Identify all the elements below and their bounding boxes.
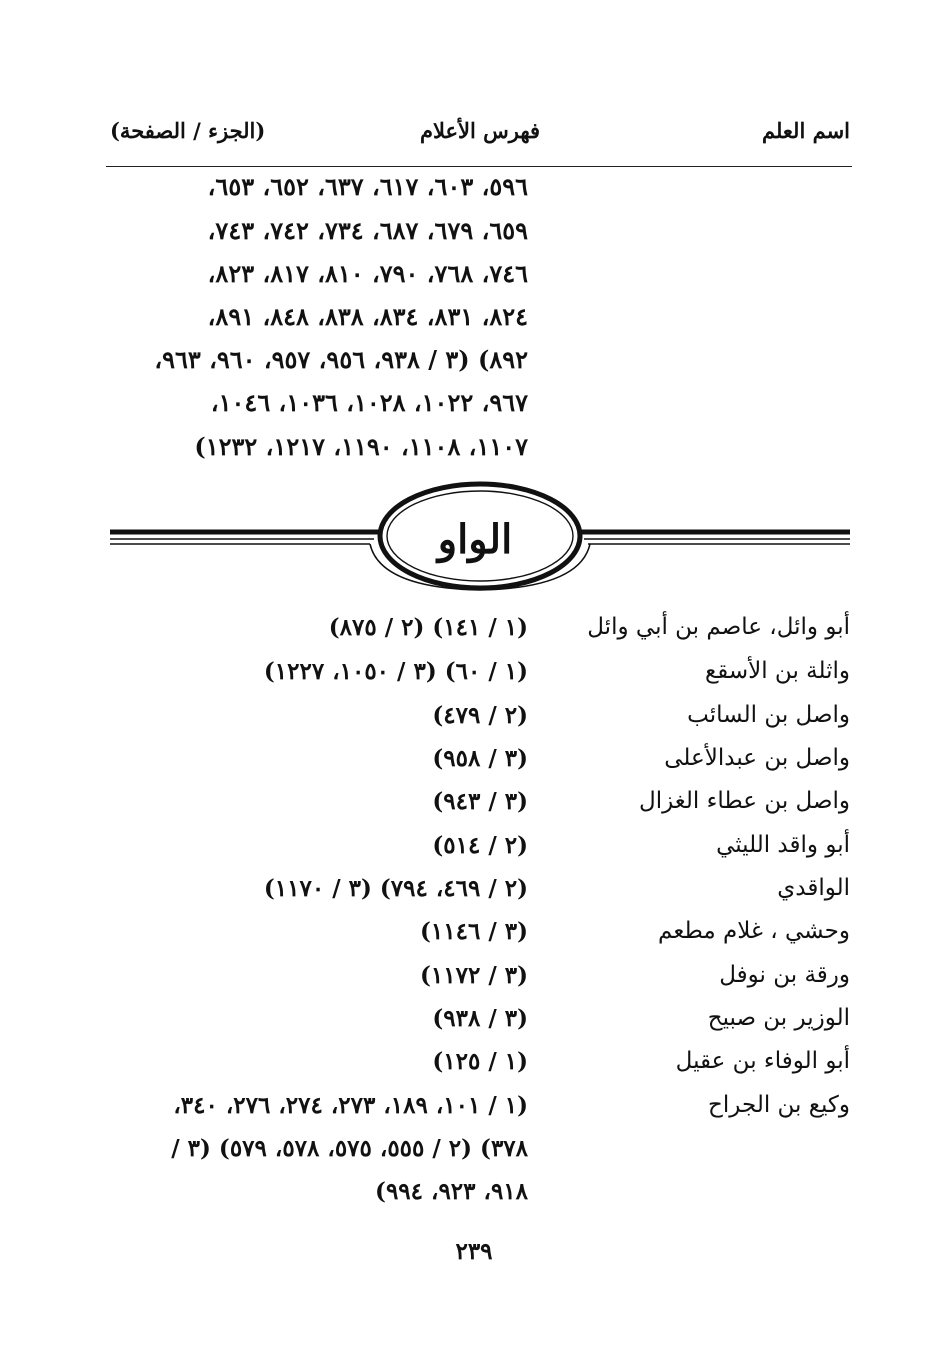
header-title: فهرس الأعلام xyxy=(419,118,541,143)
entry-refs: (٣ / ٩٥٨) xyxy=(432,745,528,772)
entry-name: واصل بن عطاء الغزال xyxy=(639,788,850,814)
entry-name: ورقة بن نوفل xyxy=(719,962,850,988)
continuation-line: ٨٩٢) (٣ / ٩٣٨، ٩٥٦، ٩٥٧، ٩٦٠، ٩٦٣، xyxy=(154,345,528,374)
entry-refs: (٣ / ٩٣٨) xyxy=(432,1005,528,1032)
continuation-line: ٩٦٧، ١٠٢٢، ١٠٢٨، ١٠٣٦، ١٠٤٦، xyxy=(210,388,528,417)
entry-name: وكيع بن الجراح xyxy=(708,1092,850,1118)
header-name-column: اسم العلم xyxy=(761,118,850,143)
continuation-line: ٦٥٩، ٦٧٩، ٦٨٧، ٧٣٤، ٧٤٢، ٧٤٣، xyxy=(207,216,528,245)
entry-refs: (١ / ١٠١، ١٨٩، ٢٧٣، ٢٧٤، ٢٧٦، ٣٤٠، xyxy=(173,1092,528,1119)
entry-name: وحشي ، غلام مطعم xyxy=(658,918,850,944)
entry-refs: (١ / ٦٠) (٣ / ١٠٥٠، ١٢٢٧) xyxy=(263,658,528,685)
entry-refs: (١ / ١٢٥) xyxy=(432,1048,528,1075)
entry-refs: ٣٧٨) (٢ / ٥٥٥، ٥٧٥، ٥٧٨، ٥٧٩) (٣ / xyxy=(171,1135,528,1162)
entry-name: أبو وائل، عاصم بن أبي وائل xyxy=(587,614,850,640)
entry-refs: (٣ / ١١٤٦) xyxy=(420,918,528,945)
entry-refs: (٢ / ٤٦٩، ٧٩٤) (٣ / ١١٧٠) xyxy=(263,875,528,902)
continuation-line: ٧٤٦، ٧٦٨، ٧٩٠، ٨١٠، ٨١٧، ٨٢٣، xyxy=(207,259,528,288)
entry-name: أبو واقد الليثي xyxy=(716,832,850,858)
entry-name: الواقدي xyxy=(777,875,850,901)
header-rule xyxy=(106,166,852,167)
entry-name: واصل بن عبدالأعلى xyxy=(664,745,850,771)
entry-name: واصل بن السائب xyxy=(687,702,850,728)
entry-refs: (٣ / ٩٤٣) xyxy=(432,788,528,815)
header-refs-column: (الجزء / الصفحة) xyxy=(110,118,266,143)
entry-name: أبو الوفاء بن عقيل xyxy=(675,1048,850,1074)
continuation-line: ١١٠٧، ١١٠٨، ١١٩٠، ١٢١٧، ١٢٣٢) xyxy=(194,432,528,461)
entry-refs: (٣ / ١١٧٢) xyxy=(420,962,528,989)
entry-refs: ٩١٨، ٩٢٣، ٩٩٤) xyxy=(375,1178,528,1205)
section-title: الواو xyxy=(437,516,513,563)
continuation-line: ٥٩٦، ٦٠٣، ٦١٧، ٦٣٧، ٦٥٢، ٦٥٣، xyxy=(207,172,528,201)
page-number: ٢٣٩ xyxy=(455,1238,493,1265)
entry-name: الوزير بن صبيح xyxy=(707,1005,850,1031)
entry-refs: (١ / ١٤١) (٢ / ٨٧٥) xyxy=(328,614,528,641)
entry-refs: (٢ / ٤٧٩) xyxy=(432,702,528,729)
continuation-line: ٨٢٤، ٨٣١، ٨٣٤، ٨٣٨، ٨٤٨، ٨٩١، xyxy=(207,302,528,331)
entry-name: واثلة بن الأسقع xyxy=(704,658,850,684)
entry-refs: (٢ / ٥١٤) xyxy=(432,832,528,859)
